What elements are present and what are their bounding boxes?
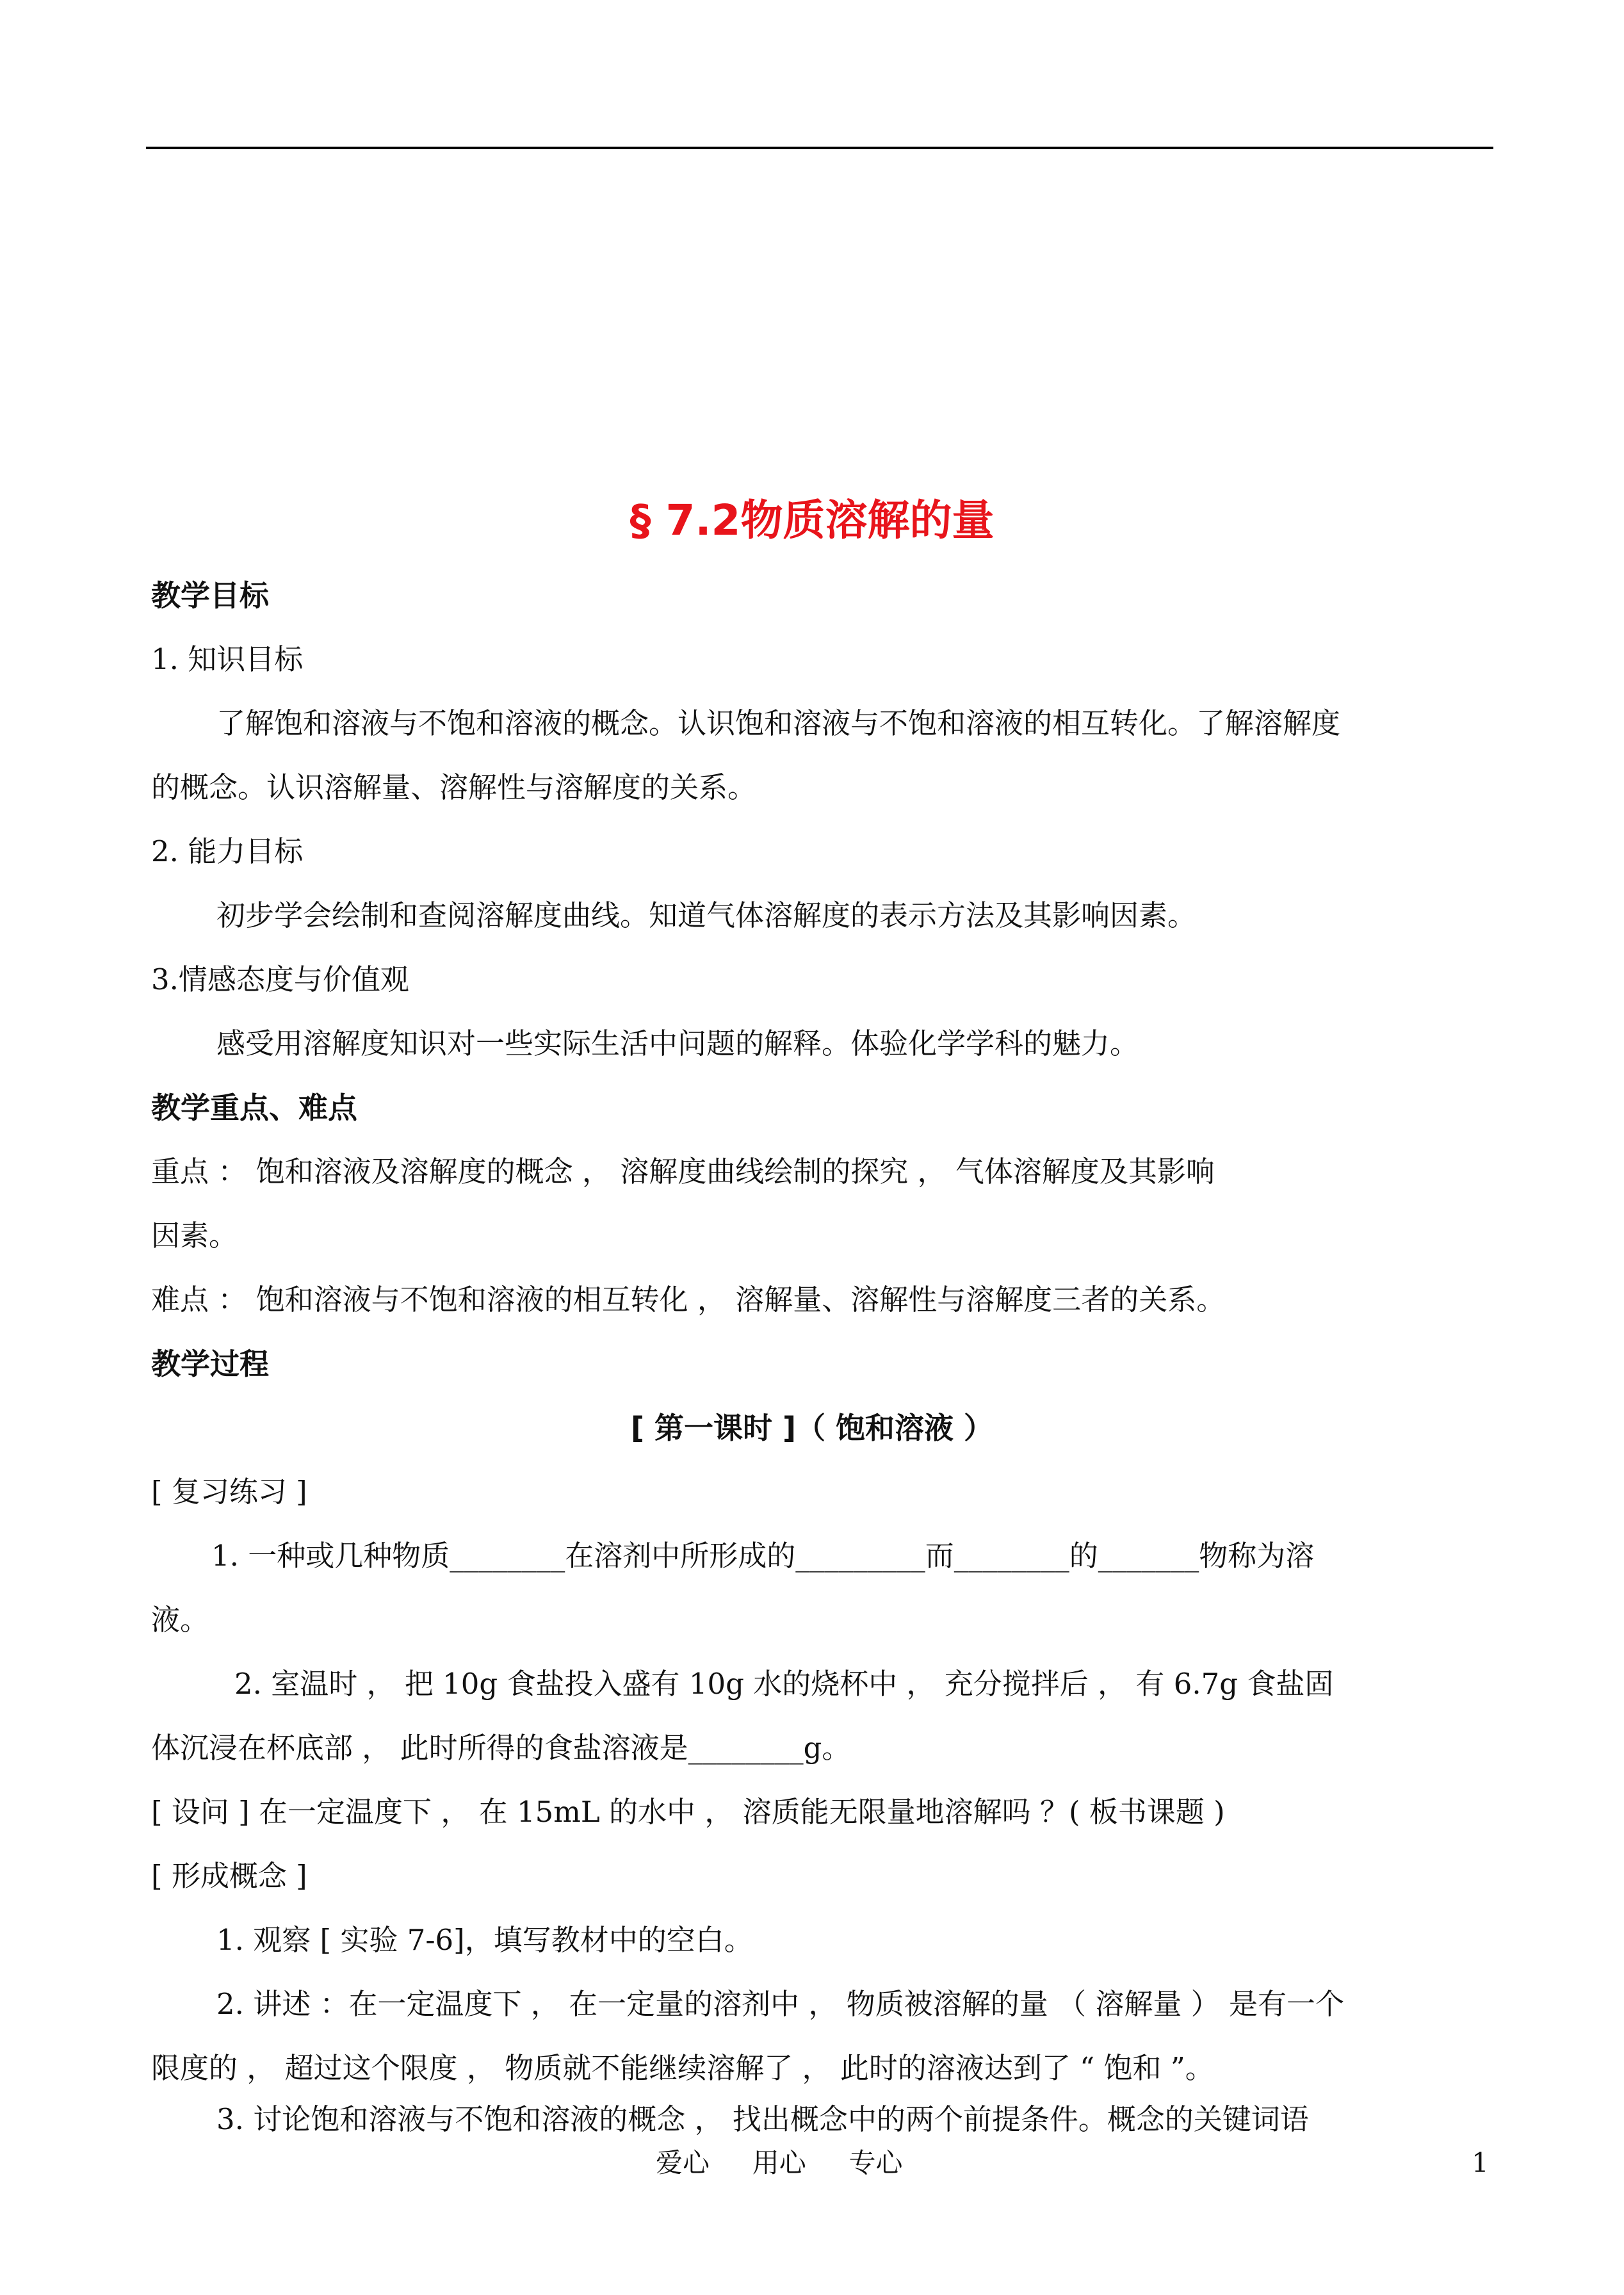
ability-text: 初步学会绘制和查阅溶解度曲线。知道气体溶解度的表示方法及其影响因素。 bbox=[216, 898, 1197, 932]
knowledge-text-line-1: 了解饱和溶液与不饱和溶液的概念。认识饱和溶液与不饱和溶液的相互转化。了解溶解度 bbox=[216, 706, 1341, 740]
question-line: [ 设问 ] 在一定温度下 ， 在 15mL 的水中 ， 溶质能无限量地溶解吗 ？( 板书课题 ) bbox=[151, 1795, 1225, 1829]
concept-item-3: 3. 讨论饱和溶液与不饱和溶液的概念 ， 找出概念中的两个前提条件。概念的关键词语 bbox=[216, 2102, 1309, 2136]
concept-item-2-line-1: 2. 讲述 ：在一定温度下 ， 在一定量的溶剂中 ， 物质被溶解的量 （ 溶解量 ） 是有一个 bbox=[216, 1987, 1344, 2021]
page-number: 1 bbox=[1472, 2147, 1489, 2178]
knowledge-heading: 1. 知识目标 bbox=[151, 642, 304, 676]
keypoint-line-1: 重点 ： 饱和溶液及溶解度的概念 ， 溶解度曲线绘制的探究 ， 气体溶解度及其影响 bbox=[151, 1155, 1215, 1188]
concept-item-2-line-2: 限度的 ， 超过这个限度 ， 物质就不能继续溶解了 ， 此时的溶液达到了 “ 饱和 ”。 bbox=[151, 2051, 1214, 2085]
objectives-heading: 教学目标 bbox=[151, 578, 269, 613]
review-label: [ 复习练习 ] bbox=[151, 1475, 307, 1509]
footer-slogan: 爱心 用心 专心 bbox=[656, 2147, 903, 2178]
keypoint-line-1-cont: 因素。 bbox=[151, 1219, 238, 1253]
keypoints-heading: 教学重点、难点 bbox=[151, 1091, 357, 1125]
exercise-1-line-1: 1. 一种或几种物质________在溶剂中所形成的_________而________的_______物称为溶 bbox=[211, 1539, 1315, 1573]
concept-label: [ 形成概念 ] bbox=[151, 1859, 307, 1893]
ability-heading: 2. 能力目标 bbox=[151, 834, 304, 868]
exercise-2-line-1: 2. 室温时 ， 把 10g 食盐投入盛有 10g 水的烧杯中 ， 充分搅拌后 ， 有 6.7g 食盐固 bbox=[234, 1667, 1334, 1701]
knowledge-text-line-2: 的概念。认识溶解量、溶解性与溶解度的关系。 bbox=[151, 770, 757, 804]
keypoint-line-2: 难点 ： 饱和溶液与不饱和溶液的相互转化 ， 溶解量、溶解性与溶解度三者的关系。 bbox=[151, 1283, 1226, 1317]
emotion-heading: 3.情感态度与价值观 bbox=[151, 962, 409, 996]
lesson-heading: [ 第一课时 ]（ 饱和溶液 ） bbox=[630, 1411, 994, 1445]
process-heading: 教学过程 bbox=[151, 1347, 269, 1381]
exercise-1-line-2: 液。 bbox=[151, 1603, 209, 1637]
emotion-text: 感受用溶解度知识对一些实际生活中问题的解释。体验化学学科的魅力。 bbox=[216, 1026, 1139, 1060]
header-rule bbox=[146, 147, 1493, 149]
document-title: § 7.2物质溶解的量 bbox=[629, 496, 995, 545]
exercise-2-line-2: 体沉浸在杯底部 ， 此时所得的食盐溶液是________g。 bbox=[151, 1731, 851, 1765]
concept-item-1: 1. 观察 [ 实验 7-6]，填写教材中的空白。 bbox=[216, 1923, 753, 1957]
